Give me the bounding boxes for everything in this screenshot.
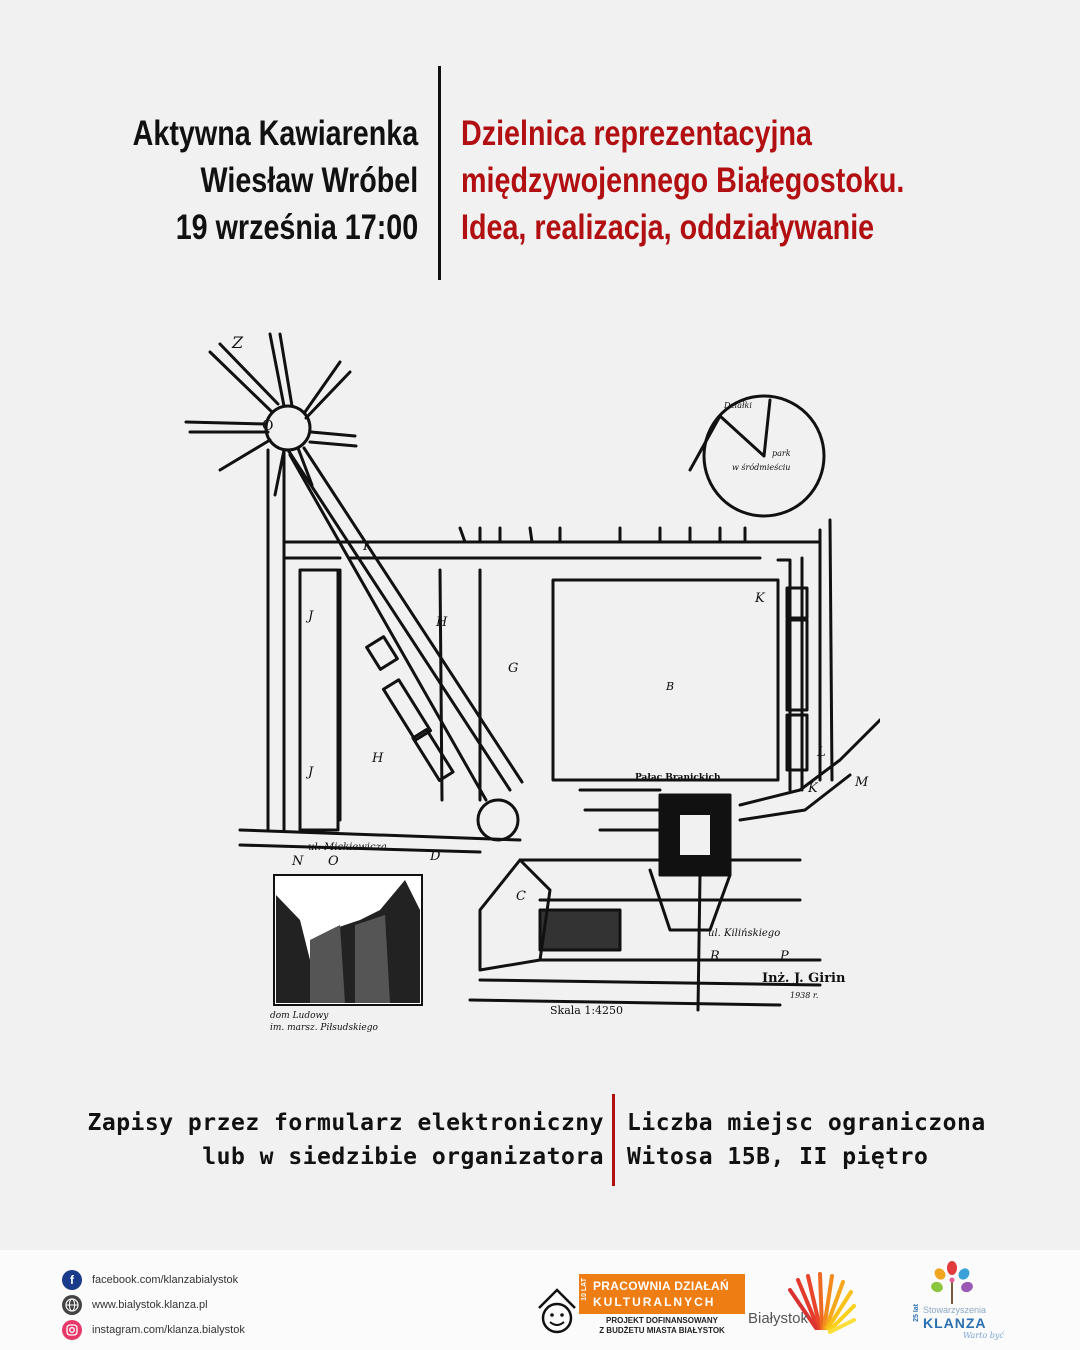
instagram-icon <box>62 1320 82 1340</box>
map-author: Inż. J. Girin <box>762 971 846 986</box>
map-scale: Skala 1:4250 <box>550 1004 624 1017</box>
map-label-b: B <box>666 680 675 693</box>
sketch-caption-1: dom Ludowy <box>270 1011 329 1021</box>
facebook-link[interactable] <box>62 1268 245 1292</box>
globe-icon <box>62 1295 82 1315</box>
klanza-logo <box>905 1258 1015 1346</box>
map-label-r: R <box>710 949 720 964</box>
map-label-k3: K <box>808 781 818 796</box>
venue-address: Witosa 15B, II piętro <box>627 1144 929 1170</box>
bialystok-name: Białystok <box>748 1310 809 1327</box>
info-divider <box>612 1094 615 1186</box>
map-label-p: P <box>780 949 789 964</box>
header-divider <box>438 66 441 280</box>
map-label-m: M <box>855 775 869 790</box>
footer <box>0 1250 1080 1350</box>
map-label-n: N <box>292 854 304 869</box>
instagram-link[interactable] <box>62 1318 245 1342</box>
map-label-c: C <box>516 889 526 904</box>
map-label-mickiewicza: ul. Mickiewicza <box>308 842 387 853</box>
lecture-title <box>461 110 1002 251</box>
map-label-o2: O <box>328 854 339 869</box>
lecture-title-line-2: międzywojennego Białegostoku. <box>461 161 905 200</box>
compass-label-2: park <box>772 449 791 458</box>
map-label-j1: J <box>308 609 314 624</box>
map-label-l: L <box>817 745 826 760</box>
registration-info <box>88 1106 605 1174</box>
compass-label-1: Działki <box>724 401 752 410</box>
lecture-title-line-3: Idea, realizacja, oddziaływanie <box>461 208 875 247</box>
event-date: 19 września 17:00 <box>175 208 418 247</box>
lecture-title-line-1: Dzielnica reprezentacyjna <box>461 114 812 153</box>
pdk-title-1: PRACOWNIA DZIAŁAŃ <box>593 1279 729 1293</box>
facebook-icon: f <box>62 1270 82 1290</box>
map-label-north: Z <box>232 333 244 352</box>
event-info <box>70 110 418 251</box>
map-label-h2: H <box>372 751 384 766</box>
bialystok-logo <box>748 1270 858 1340</box>
tree-icon <box>927 1260 977 1304</box>
map-label-palace: Pałac Branickich <box>635 773 721 783</box>
pdk-sub-1: PROJEKT DOFINANSOWANY <box>605 1316 718 1325</box>
registration-line-2: lub w siedzibie organizatora <box>202 1144 604 1170</box>
facebook-url[interactable]: facebook.com/klanzabialystok <box>92 1274 239 1286</box>
map-label-kilinskiego: ul. Kilińskiego <box>708 928 781 939</box>
map-label-k1: K <box>363 539 373 554</box>
map-label-j2: J <box>308 765 314 780</box>
registration-line-1: Zapisy przez formularz elektroniczny <box>87 1110 604 1136</box>
pdk-years: 10 LAT <box>581 1278 588 1301</box>
map-label-a: A <box>688 821 698 836</box>
klanza-years: 25 lat <box>913 1304 920 1322</box>
map-label-o: O <box>262 418 274 434</box>
map-year: 1938 r. <box>790 991 819 1000</box>
map-label-d: D <box>430 849 441 864</box>
klanza-stowarzyszenia: Stowarzyszenia <box>923 1305 987 1315</box>
instagram-url[interactable]: instagram.com/klanza.bialystok <box>92 1324 245 1336</box>
website-link[interactable] <box>62 1293 245 1317</box>
map-label-h1: H <box>436 615 448 630</box>
house-face-icon <box>535 1278 579 1340</box>
pdk-title-2: KULTURALNYCH <box>593 1295 716 1309</box>
compass-label-3: w śródmieściu <box>732 463 791 472</box>
star-roundabout <box>186 334 356 495</box>
klanza-tagline: Warto być <box>963 1331 1004 1340</box>
pdk-sub-2: Z BUDŻETU MIASTA BIAŁYSTOK <box>599 1326 725 1335</box>
speaker-name: Wiesław Wróbel <box>200 161 418 200</box>
event-series: Aktywna Kawiarenka <box>132 114 418 153</box>
map-label-k2: K <box>755 591 765 606</box>
historic-district-map <box>180 320 880 1040</box>
klanza-name: KLANZA <box>923 1315 987 1331</box>
dom-ludowy-sketch <box>274 875 422 1005</box>
website-url[interactable]: www.bialystok.klanza.pl <box>92 1299 208 1311</box>
seats-limited: Liczba miejsc ograniczona <box>627 1110 986 1136</box>
pdk-logo <box>535 1272 745 1340</box>
map-label-g: G <box>508 661 519 676</box>
sketch-caption-2: im. marsz. Piłsudskiego <box>270 1023 378 1033</box>
venue-info <box>627 1106 986 1174</box>
sunburst-icon <box>748 1270 858 1340</box>
social-links <box>62 1268 245 1343</box>
pdk-badge <box>579 1274 745 1314</box>
